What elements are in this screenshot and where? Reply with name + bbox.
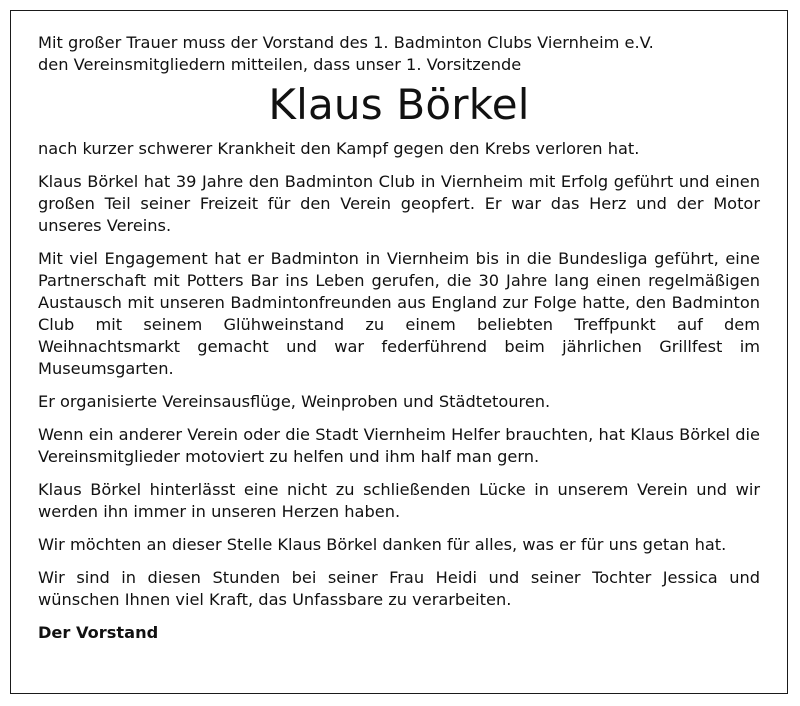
paragraph-cause: nach kurzer schwerer Krankheit den Kampf gegen den Krebs verloren hat.	[38, 139, 640, 158]
intro-line-2: den Vereinsmitgliedern mitteilen, dass unser 1. Vorsitzende	[38, 55, 522, 74]
paragraph-engagement: Mit viel Engagement hat er Badminton in Viernheim bis in die Bundesliga geführt, eine Partnerschaft mit Potters Bar ins Leben gerufen, die 30 Jahre lang einen regelmäßigen Austausch mit unseren Badmintonfreunden aus England zur Folge hatte, den Badminton Club mit seinem Glühweinstand zu einem beliebten Treffpunkt auf dem Weihnachtsmarkt gemacht und war federführend beim jährlichen Grillfest im Museumsgarten.	[38, 249, 760, 378]
obituary-notice	[38, 32, 760, 644]
paragraph-trips: Er organisierte Vereinsausflüge, Weinproben und Städtetouren.	[38, 392, 551, 411]
paragraph-condolences: Wir sind in diesen Stunden bei seiner Frau Heidi und seiner Tochter Jessica und wünschen Ihnen viel Kraft, das Unfassbare zu verarbeiten.	[38, 568, 760, 609]
intro-line-1: Mit großer Trauer muss der Vorstand des 1. Badminton Clubs Viernheim e.V.	[38, 33, 654, 52]
deceased-name: Klaus Börkel	[268, 80, 530, 129]
signature: Der Vorstand	[38, 623, 159, 642]
paragraph-loss: Klaus Börkel hinterlässt eine nicht zu schließenden Lücke in unserem Verein und wir werden ihn immer in unseren Herzen haben.	[38, 480, 760, 521]
paragraph-thanks: Wir möchten an dieser Stelle Klaus Börkel danken für alles, was er für uns getan hat.	[38, 535, 727, 554]
paragraph-helpers: Wenn ein anderer Verein oder die Stadt Viernheim Helfer brauchten, hat Klaus Börkel die Vereinsmitglieder motoviert zu helfen und ihm half man gern.	[38, 425, 760, 466]
paragraph-leadership: Klaus Börkel hat 39 Jahre den Badminton Club in Viernheim mit Erfolg geführt und einen großen Teil seiner Freizeit für den Verein geopfert. Er war das Herz und der Motor unseres Vereins.	[38, 172, 760, 235]
